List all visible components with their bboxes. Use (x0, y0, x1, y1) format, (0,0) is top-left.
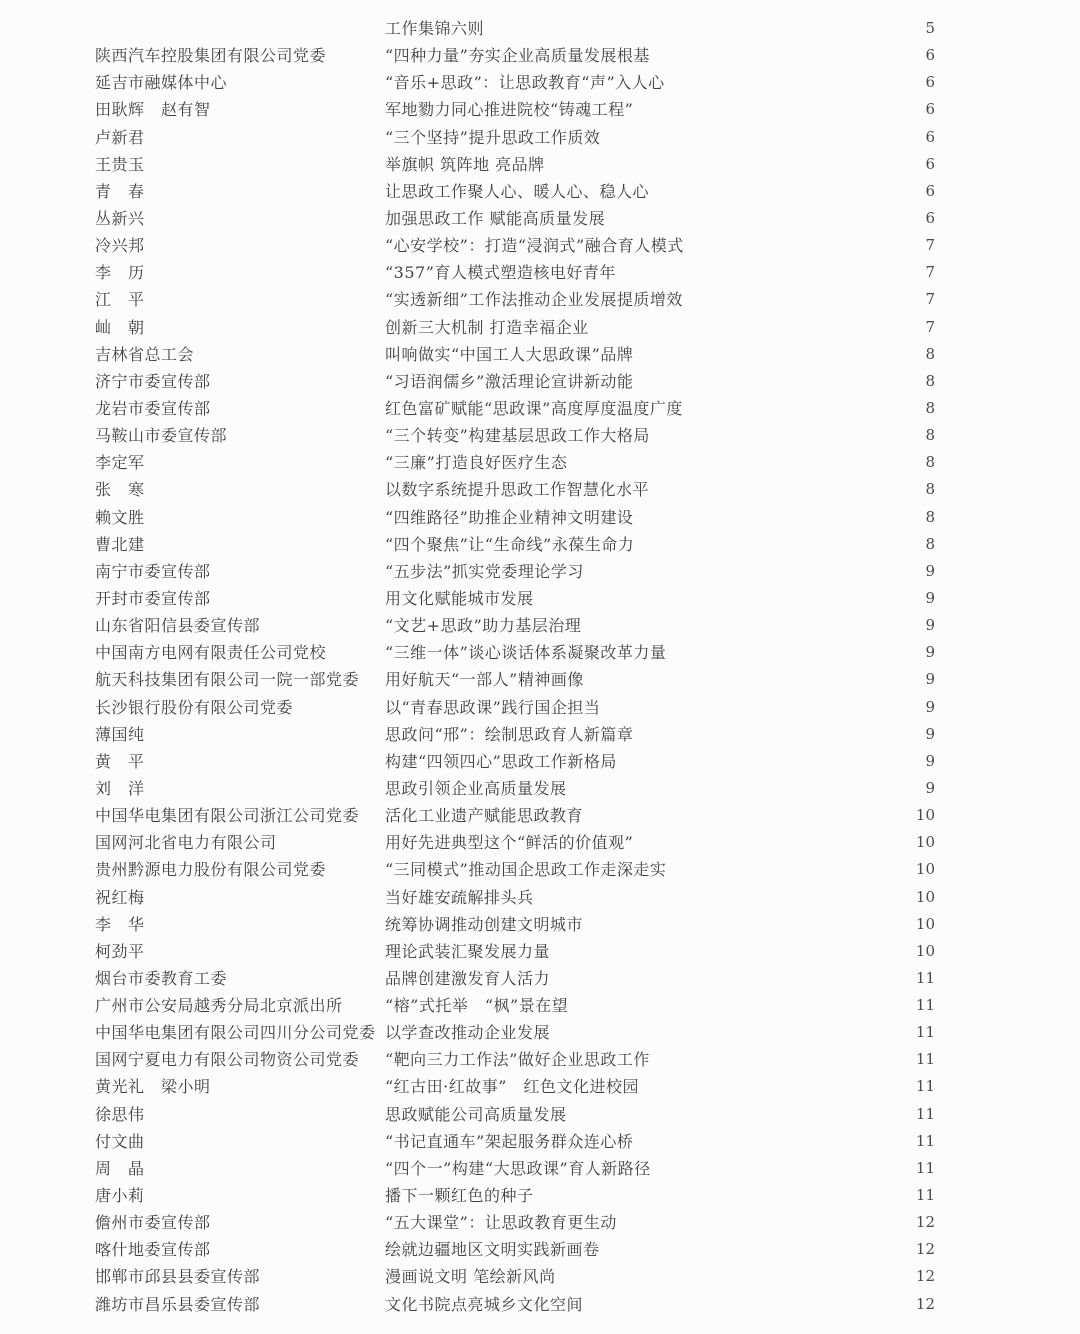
author-cell: 王贵玉 (95, 154, 145, 174)
page-number-cell: 11 (915, 1158, 935, 1177)
toc-row (0, 1101, 1080, 1128)
author-cell: 喀什地委宣传部 (95, 1240, 211, 1260)
title-cell: “四个聚焦”让“生命线”永葆生命力 (385, 534, 635, 554)
toc-row (0, 639, 1080, 666)
page-number-cell: 12 (915, 1240, 935, 1259)
author-cell: 邯郸市邱县县委宣传部 (95, 1267, 261, 1287)
title-cell: “榕”式托举 “枫”景在望 (385, 996, 569, 1016)
title-cell: “心安学校”：打造“浸润式”融合育人模式 (385, 236, 684, 256)
page-number-cell: 10 (915, 941, 935, 960)
toc-row (0, 449, 1080, 476)
title-cell: 以“青春思政课”践行国企担当 (385, 697, 601, 717)
title-cell: “三个坚持”提升思政工作质效 (385, 127, 601, 147)
author-cell: 贵州黔源电力股份有限公司党委 (95, 860, 327, 880)
title-cell: 红色富矿赋能“思政课”高度厚度温度广度 (385, 398, 683, 418)
title-cell: “四个一”构建“大思政课”育人新路径 (385, 1158, 651, 1178)
toc-row (0, 694, 1080, 721)
title-cell: 叫响做实“中国工人大思政课”品牌 (385, 344, 634, 364)
toc-row (0, 1019, 1080, 1046)
page-number-cell: 9 (925, 724, 935, 743)
toc-row (0, 775, 1080, 802)
toc-row (0, 802, 1080, 829)
page-number-cell: 8 (925, 344, 935, 363)
toc-row (0, 205, 1080, 232)
author-cell: 烟台市委教育工委 (95, 968, 228, 988)
toc-row (0, 1046, 1080, 1073)
page-number-cell: 6 (925, 181, 935, 200)
toc-row (0, 259, 1080, 286)
title-cell: 加强思政工作 赋能高质量发展 (385, 208, 606, 228)
title-cell: “五大课堂”：让思政教育更生动 (385, 1213, 617, 1233)
title-cell: 用好先进典型这个“鲜活的价值观” (385, 833, 634, 853)
title-cell: “实透新细”工作法推动企业发展提质增效 (385, 290, 683, 310)
page-number-cell: 10 (915, 887, 935, 906)
author-cell: 马鞍山市委宣传部 (95, 426, 228, 446)
author-cell: 张 寒 (95, 480, 145, 500)
toc-row (0, 232, 1080, 259)
page-number-cell: 8 (925, 534, 935, 553)
author-cell: 陕西汽车控股集团有限公司党委 (95, 46, 327, 66)
author-cell: 开封市委宣传部 (95, 588, 211, 608)
author-cell: 丛新兴 (95, 208, 145, 228)
toc-row (0, 1263, 1080, 1290)
page-number-cell: 11 (915, 1131, 935, 1150)
toc-row (0, 884, 1080, 911)
title-cell: 思政赋能公司高质量发展 (385, 1104, 567, 1124)
toc-row (0, 666, 1080, 693)
toc-row (0, 69, 1080, 96)
title-cell: “文艺+思政”助力基层治理 (385, 616, 582, 636)
page-number-cell: 11 (915, 1050, 935, 1069)
author-cell: 刘 洋 (95, 778, 145, 798)
title-cell: 让思政工作聚人心、暖人心、稳人心 (385, 181, 650, 201)
page-number-cell: 9 (925, 697, 935, 716)
title-cell: 当好雄安疏解排头兵 (385, 887, 534, 907)
toc-row (0, 992, 1080, 1019)
page-number-cell: 7 (925, 236, 935, 255)
page-number-cell: 8 (925, 371, 935, 390)
author-cell: 卢新君 (95, 127, 145, 147)
author-cell: 赖文胜 (95, 507, 145, 527)
author-cell: 薄国纯 (95, 724, 145, 744)
title-cell: 构建“四领四心”思政工作新格局 (385, 751, 617, 771)
title-cell: “四种力量”夯实企业高质量发展根基 (385, 46, 650, 66)
author-cell: 山东省阳信县委宣传部 (95, 616, 261, 636)
page-number-cell: 6 (925, 208, 935, 227)
author-cell: 黄 平 (95, 751, 145, 771)
author-cell: 徐思伟 (95, 1104, 145, 1124)
title-cell: 举旗帜 筑阵地 亮品牌 (385, 154, 545, 174)
toc-row (0, 829, 1080, 856)
title-cell: “五步法”抓实党委理论学习 (385, 561, 584, 581)
page-number-cell: 12 (915, 1294, 935, 1313)
toc-row (0, 395, 1080, 422)
toc-row (0, 15, 1080, 42)
page-number-cell: 8 (925, 453, 935, 472)
title-cell: “四维路径”助推企业精神文明建设 (385, 507, 634, 527)
page-number-cell: 7 (925, 317, 935, 336)
page-number-cell: 9 (925, 561, 935, 580)
toc-row (0, 965, 1080, 992)
toc-row (0, 286, 1080, 313)
author-cell: 李定军 (95, 453, 145, 473)
page-number-cell: 9 (925, 670, 935, 689)
author-cell: 龙岩市委宣传部 (95, 398, 211, 418)
page-number-cell: 8 (925, 426, 935, 445)
page-number-cell: 9 (925, 778, 935, 797)
title-cell: “音乐+思政”：让思政教育“声”入人心 (385, 73, 665, 93)
title-cell: 播下一颗红色的种子 (385, 1186, 534, 1206)
table-of-contents (0, 15, 1080, 1318)
page-number-cell: 6 (925, 154, 935, 173)
page-number-cell: 6 (925, 73, 935, 92)
page-number-cell: 10 (915, 914, 935, 933)
title-cell: 绘就边疆地区文明实践新画卷 (385, 1240, 600, 1260)
page-number-cell: 5 (925, 19, 935, 37)
title-cell: 文化书院点亮城乡文化空间 (385, 1294, 584, 1314)
page-number-cell: 10 (915, 860, 935, 879)
toc-row (0, 124, 1080, 151)
title-cell: 品牌创建激发育人活力 (385, 968, 551, 988)
author-cell: 黄光礼 梁小明 (95, 1077, 211, 1097)
toc-row (0, 911, 1080, 938)
author-cell: 吉林省总工会 (95, 344, 195, 364)
title-cell: “书记直通车”架起服务群众连心桥 (385, 1131, 634, 1151)
author-cell: 南宁市委宣传部 (95, 561, 211, 581)
toc-row (0, 151, 1080, 178)
toc-row (0, 938, 1080, 965)
toc-row (0, 612, 1080, 639)
toc-row (0, 1291, 1080, 1318)
author-cell: 付文曲 (95, 1131, 145, 1151)
title-cell: 以学查改推动企业发展 (385, 1023, 551, 1043)
title-cell: 工作集锦六则 (385, 19, 485, 38)
author-cell: 国网河北省电力有限公司 (95, 833, 277, 853)
author-cell: 国网宁夏电力有限公司物资公司党委 (95, 1050, 360, 1070)
toc-row (0, 341, 1080, 368)
author-cell: 冷兴邦 (95, 236, 145, 256)
author-cell: 青 春 (95, 181, 145, 201)
title-cell: “三维一体”谈心谈话体系凝聚改革力量 (385, 643, 667, 663)
author-cell: 唐小莉 (95, 1186, 145, 1206)
toc-row (0, 558, 1080, 585)
page-number-cell: 9 (925, 588, 935, 607)
title-cell: 漫画说文明 笔绘新风尚 (385, 1267, 556, 1287)
title-cell: “习语润儒乡”激活理论宣讲新动能 (385, 371, 634, 391)
author-cell: 中国华电集团有限公司浙江公司党委 (95, 806, 360, 826)
author-cell: 广州市公安局越秀分局北京派出所 (95, 996, 343, 1016)
toc-row (0, 1155, 1080, 1182)
page-number-cell: 8 (925, 480, 935, 499)
page-number-cell: 11 (915, 1186, 935, 1205)
toc-row (0, 585, 1080, 612)
title-cell: 统筹协调推动创建文明城市 (385, 914, 584, 934)
author-cell: 长沙银行股份有限公司党委 (95, 697, 294, 717)
page-number-cell: 11 (915, 968, 935, 987)
toc-row (0, 1128, 1080, 1155)
title-cell: “红古田·红故事” 红色文化进校园 (385, 1077, 639, 1097)
author-cell: 延吉市融媒体中心 (95, 73, 228, 93)
page-number-cell: 6 (925, 127, 935, 146)
author-cell: 田耿辉 赵有智 (95, 100, 211, 120)
author-cell: 航天科技集团有限公司一院一部党委 (95, 670, 360, 690)
author-cell: 柯劲平 (95, 941, 145, 961)
toc-row (0, 422, 1080, 449)
toc-row (0, 1209, 1080, 1236)
title-cell: “三同模式”推动国企思政工作走深走实 (385, 860, 667, 880)
toc-row (0, 721, 1080, 748)
author-cell: 屾 朝 (95, 317, 145, 337)
title-cell: 活化工业遗产赋能思政教育 (385, 806, 584, 826)
page-number-cell: 8 (925, 398, 935, 417)
title-cell: “357”育人模式塑造核电好青年 (385, 263, 616, 283)
toc-row (0, 42, 1080, 69)
page-number-cell: 11 (915, 996, 935, 1015)
title-cell: 创新三大机制 打造幸福企业 (385, 317, 589, 337)
author-cell: 中国南方电网有限责任公司党校 (95, 643, 327, 663)
author-cell: 曹北建 (95, 534, 145, 554)
title-cell: “三廉”打造良好医疗生态 (385, 453, 568, 473)
page-number-cell: 12 (915, 1267, 935, 1286)
author-cell: 李 华 (95, 914, 145, 934)
page-number-cell: 10 (915, 833, 935, 852)
title-cell: 用好航天“一部人”精神画像 (385, 670, 584, 690)
author-cell: 儋州市委宣传部 (95, 1213, 211, 1233)
title-cell: “靶向三力工作法”做好企业思政工作 (385, 1050, 650, 1070)
toc-row (0, 1182, 1080, 1209)
toc-row (0, 368, 1080, 395)
page-number-cell: 9 (925, 643, 935, 662)
author-cell: 李 历 (95, 263, 145, 283)
page-number-cell: 9 (925, 751, 935, 770)
toc-row (0, 1073, 1080, 1100)
title-cell: 思政引领企业高质量发展 (385, 778, 567, 798)
title-cell: 军地勠力同心推进院校“铸魂工程” (385, 100, 634, 120)
author-cell: 祝红梅 (95, 887, 145, 907)
toc-row (0, 504, 1080, 531)
page-number-cell: 7 (925, 263, 935, 282)
toc-row (0, 1236, 1080, 1263)
title-cell: 思政问“邢”：绘制思政育人新篇章 (385, 724, 634, 744)
toc-row (0, 314, 1080, 341)
author-cell: 济宁市委宣传部 (95, 371, 211, 391)
page-number-cell: 11 (915, 1104, 935, 1123)
toc-row (0, 476, 1080, 503)
page-number-cell: 6 (925, 46, 935, 65)
title-cell: “三个转变”构建基层思政工作大格局 (385, 426, 650, 446)
title-cell: 用文化赋能城市发展 (385, 588, 534, 608)
page-number-cell: 11 (915, 1023, 935, 1042)
page-number-cell: 8 (925, 507, 935, 526)
toc-row (0, 96, 1080, 123)
title-cell: 理论武装汇聚发展力量 (385, 941, 551, 961)
author-cell: 中国华电集团有限公司四川分公司党委 (95, 1023, 376, 1043)
toc-row (0, 178, 1080, 205)
title-cell: 以数字系统提升思政工作智慧化水平 (385, 480, 650, 500)
toc-row (0, 531, 1080, 558)
page-number-cell: 11 (915, 1077, 935, 1096)
page-number-cell: 9 (925, 616, 935, 635)
author-cell: 江 平 (95, 290, 145, 310)
toc-row (0, 856, 1080, 883)
page-number-cell: 6 (925, 100, 935, 119)
page-number-cell: 12 (915, 1213, 935, 1232)
page-number-cell: 7 (925, 290, 935, 309)
toc-row (0, 748, 1080, 775)
page-number-cell: 10 (915, 806, 935, 825)
author-cell: 周 晶 (95, 1158, 145, 1178)
author-cell: 潍坊市昌乐县委宣传部 (95, 1294, 261, 1314)
